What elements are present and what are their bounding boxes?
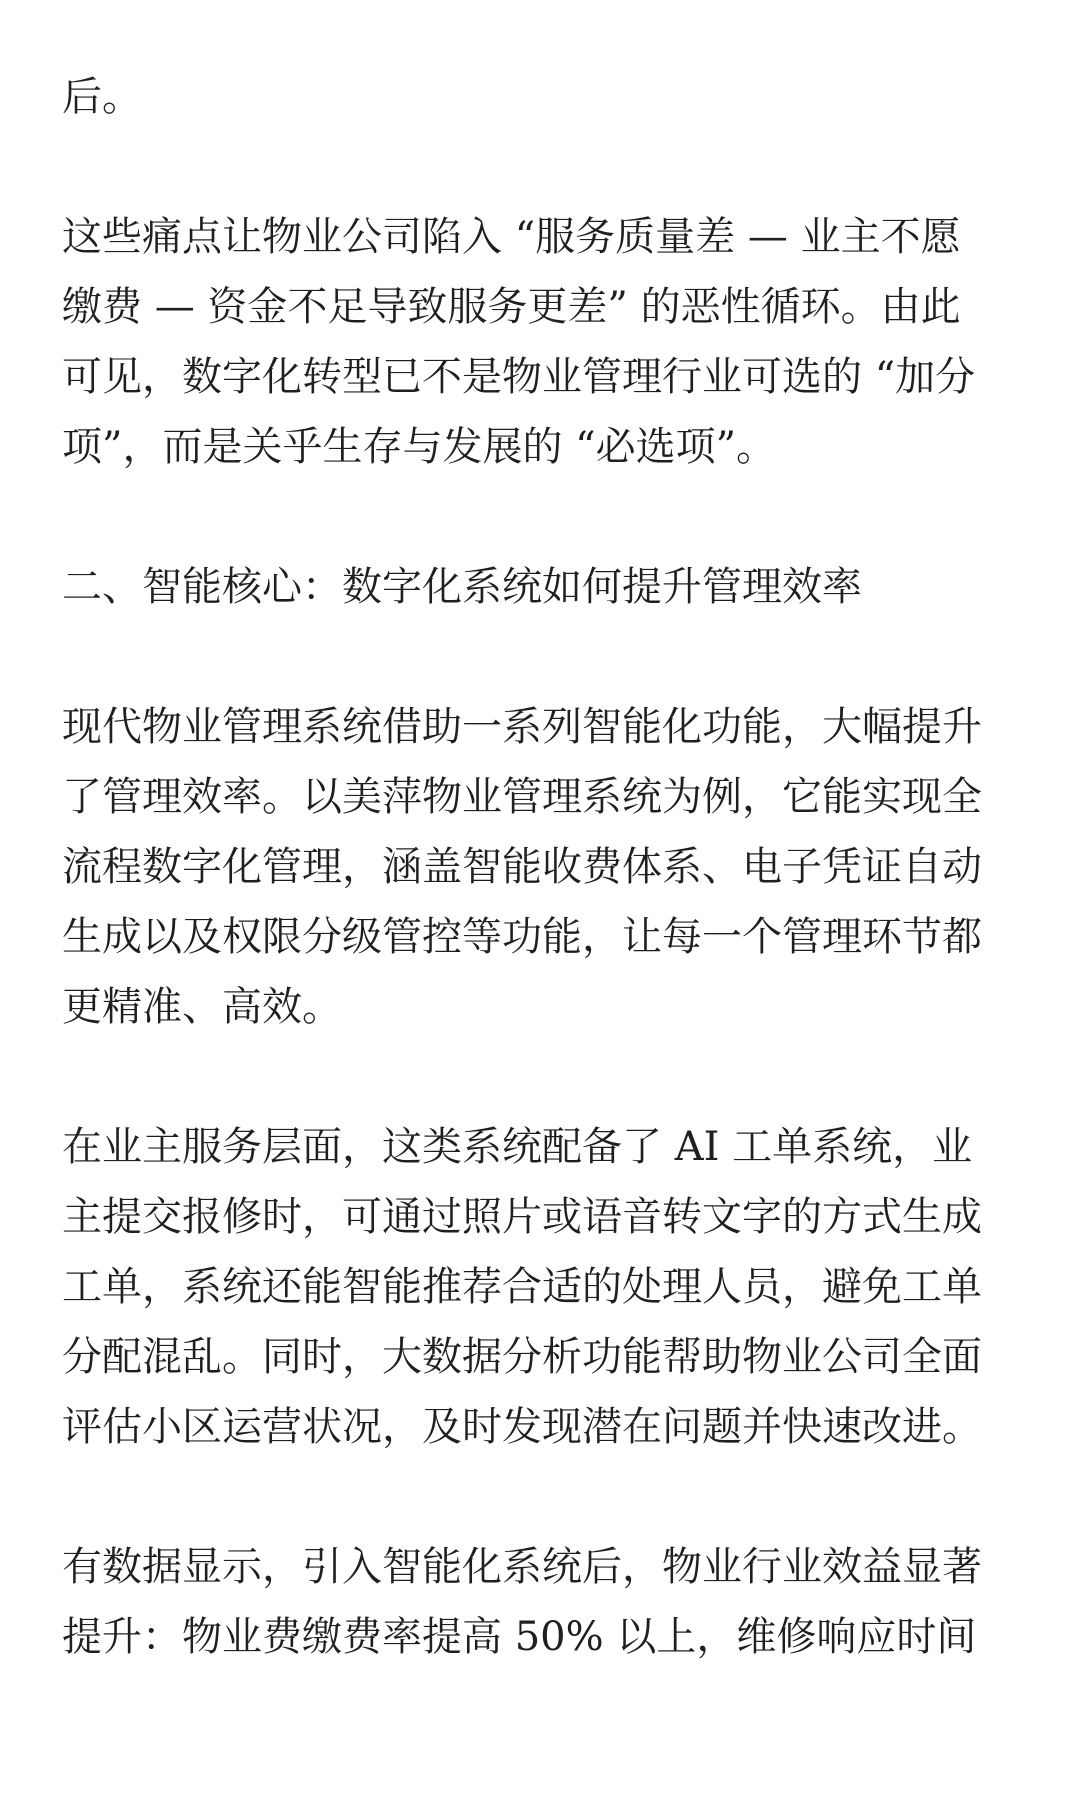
paragraph-data-results bbox=[62, 1532, 1018, 1672]
text-line: 现代物业管理系统借助一系列智能化功能，大幅提升 bbox=[62, 704, 982, 750]
paragraph-intro-end bbox=[62, 62, 1018, 132]
text-line: 流程数字化管理，涵盖智能收费体系、电子凭证自动 bbox=[62, 844, 982, 890]
text-line: 生成以及权限分级管控等功能，让每一个管理环节都 bbox=[62, 914, 982, 960]
text-line: 分配混乱。同时，大数据分析功能帮助物业公司全面 bbox=[62, 1334, 982, 1380]
text-line: 工单，系统还能智能推荐合适的处理人员，避免工单 bbox=[62, 1264, 982, 1310]
text-line: 项”，而是关乎生存与发展的 “必选项”。 bbox=[62, 424, 777, 470]
text-line: 缴费 — 资金不足导致服务更差” 的恶性循环。由此 bbox=[62, 284, 961, 330]
text-line: 可见，数字化转型已不是物业管理行业可选的 “加分 bbox=[62, 354, 976, 400]
section-heading bbox=[62, 552, 1018, 622]
paragraph-owner-service bbox=[62, 1112, 1018, 1462]
text-line: 在业主服务层面，这类系统配备了 AI 工单系统，业 bbox=[62, 1124, 973, 1170]
paragraph-pain-points bbox=[62, 202, 1018, 482]
text-line: 提升：物业费缴费率提高 50% 以上，维修响应时间 bbox=[62, 1614, 977, 1660]
text-line: 更精准、高效。 bbox=[62, 984, 342, 1030]
text-line: 后。 bbox=[62, 74, 142, 120]
text-line: 有数据显示，引入智能化系统后，物业行业效益显著 bbox=[62, 1544, 982, 1590]
text-line: 评估小区运营状况，及时发现潜在问题并快速改进。 bbox=[62, 1404, 982, 1450]
text-line: 主提交报修时，可通过照片或语音转文字的方式生成 bbox=[62, 1194, 982, 1240]
text-line: 这些痛点让物业公司陷入 “服务质量差 — 业主不愿 bbox=[62, 214, 961, 260]
heading-line: 二、智能核心：数字化系统如何提升管理效率 bbox=[62, 564, 862, 610]
paragraph-modern-system bbox=[62, 692, 1018, 1042]
text-line: 了管理效率。以美萍物业管理系统为例，它能实现全 bbox=[62, 774, 982, 820]
